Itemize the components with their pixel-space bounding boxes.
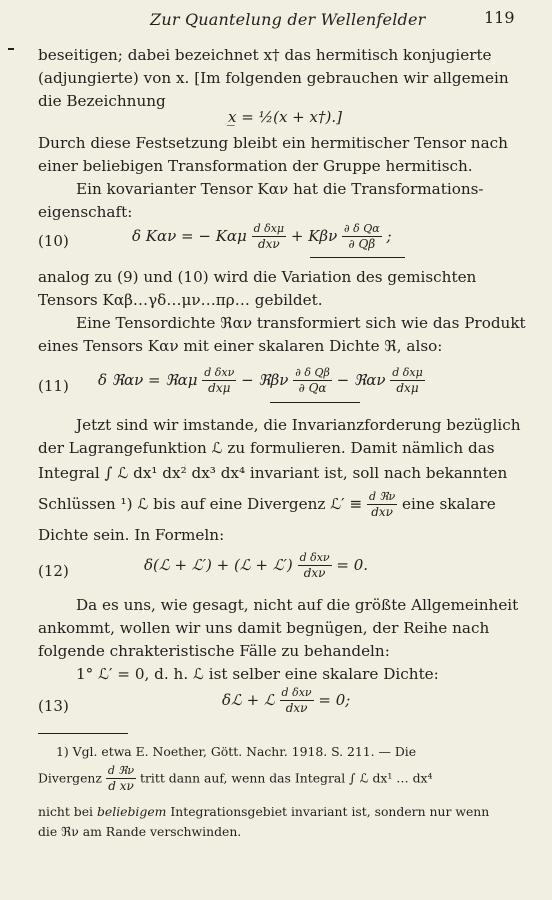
eq11-fraction-1 bbox=[202, 366, 236, 396]
text-line: eigenschaft: bbox=[38, 203, 133, 221]
schluessen-pre: Schlüssen ¹) ℒ bis auf eine Divergenz ℒ′ ≡ bbox=[38, 495, 363, 514]
footnote-line3-pre: nicht bei bbox=[38, 804, 94, 819]
eq11-fraction-3 bbox=[390, 366, 425, 396]
text-line: (adjungierte) von x. [Im folgenden gebrauchen wir allgemein bbox=[38, 69, 509, 87]
equation-number-13: (13) bbox=[38, 697, 69, 715]
equation-13 bbox=[222, 686, 350, 716]
schluessen-fraction bbox=[367, 490, 397, 520]
eq10-frac2-den: ∂ Qβ bbox=[348, 236, 376, 251]
text-line: die Bezeichnung bbox=[38, 92, 166, 110]
eq10-frac1-den: dxν bbox=[257, 236, 280, 251]
footnote-frac-den: d xν bbox=[108, 778, 134, 793]
equation-10 bbox=[132, 222, 392, 252]
eq12-frac-den: dxν bbox=[303, 565, 326, 580]
running-header-title: Zur Quantelung der Wellenfelder bbox=[150, 10, 426, 29]
footnote-line bbox=[38, 804, 489, 819]
text-line: der Lagrangefunktion ℒ zu formulieren. Damit nämlich das bbox=[38, 439, 495, 457]
text-line: Dichte sein. In Formeln: bbox=[38, 526, 225, 544]
equation-11 bbox=[98, 366, 425, 396]
text-line: Eine Tensordichte ℜαν transformiert sich wie das Produkt bbox=[76, 314, 526, 332]
eq11-frac2-num: ∂ δ Qβ bbox=[295, 366, 330, 379]
equation-number-12: (12) bbox=[38, 562, 69, 580]
footnote-line-divergenz bbox=[38, 764, 432, 794]
eq11-mid: − ℜβν bbox=[241, 371, 289, 390]
schluessen-frac-den: dxν bbox=[371, 504, 393, 519]
eq11-frac1-num: d δxν bbox=[204, 366, 235, 379]
footnote-line: 1) Vgl. etwa E. Noether, Gött. Nachr. 1918. S. 211. — Die bbox=[56, 744, 417, 759]
equation-12 bbox=[144, 551, 368, 581]
eq13-frac-num: d δxν bbox=[281, 686, 312, 699]
page-number: 119 bbox=[484, 8, 515, 27]
text-line: folgende chrakteristische Fälle zu behandeln: bbox=[38, 642, 390, 660]
text-line: ankommt, wollen wir uns damit begnügen, der Reihe nach bbox=[38, 619, 490, 637]
eq11-underline bbox=[270, 402, 360, 403]
eq12-frac-num: d δxν bbox=[299, 551, 330, 564]
eq11-mid2: − ℜαν bbox=[336, 371, 386, 390]
eq13-end: = 0; bbox=[318, 691, 351, 710]
footnote-line: die ℜν am Rande verschwinden. bbox=[38, 824, 242, 839]
eq11-frac2-den: ∂ Qα bbox=[298, 380, 327, 395]
eq10-end: ; bbox=[386, 227, 392, 246]
footnote-rule bbox=[38, 733, 128, 734]
eq10-mid: + Kβν bbox=[290, 227, 338, 246]
equation-number-11: (11) bbox=[38, 377, 69, 395]
eq10-frac2-num: ∂ δ Qα bbox=[343, 222, 380, 235]
schluessen-frac-num: d ℜν bbox=[369, 490, 396, 503]
eq13-lhs: δℒ + ℒ bbox=[222, 691, 275, 710]
eq11-lhs: δ ℜαν = ℜαμ bbox=[98, 371, 198, 390]
eq13-fraction bbox=[280, 686, 314, 716]
text-line: einer beliebigen Transformation der Gruppe hermitisch. bbox=[38, 157, 473, 175]
eq10-fraction-2 bbox=[342, 222, 382, 252]
eq10-frac1-num: d δxμ bbox=[253, 222, 285, 235]
footnote-line3-post: Integrationsgebiet invariant ist, sondern nur wenn bbox=[170, 804, 490, 819]
footnote-divergenz-post: tritt dann auf, wenn das Integral ∫ ℒ dx¹ … dx⁴ bbox=[140, 770, 433, 786]
eq10-lhs: δ Kαν = − Kαμ bbox=[132, 227, 247, 246]
text-line: Tensors Kαβ…γδ…μν…πρ… gebildet. bbox=[38, 291, 323, 309]
formula-x-definition: x̲ = ½(x + x†).] bbox=[228, 108, 342, 126]
text-line-schluessen bbox=[38, 490, 496, 520]
eq12-end: = 0. bbox=[336, 556, 369, 575]
eq10-underline bbox=[310, 257, 405, 258]
footnote-divergenz-pre: Divergenz bbox=[38, 770, 102, 786]
eq11-frac3-num: d δxμ bbox=[392, 366, 423, 379]
eq10-fraction-1 bbox=[252, 222, 287, 252]
text-line: 1° ℒ′ = 0, d. h. ℒ ist selber eine skalare Dichte: bbox=[76, 665, 439, 683]
text-line: analog zu (9) und (10) wird die Variation des gemischten bbox=[38, 268, 477, 286]
eq11-frac3-den: dxμ bbox=[396, 380, 419, 395]
footnote-fraction bbox=[106, 764, 136, 794]
text-line: Jetzt sind wir imstande, die Invarianzforderung bezüglich bbox=[76, 416, 521, 434]
equation-number-10: (10) bbox=[38, 232, 69, 250]
eq11-fraction-2 bbox=[293, 366, 332, 396]
eq11-frac1-den: dxμ bbox=[208, 380, 231, 395]
schluessen-post: eine skalare bbox=[402, 495, 496, 514]
eq13-frac-den: dxν bbox=[285, 700, 308, 715]
eq12-fraction bbox=[298, 551, 332, 581]
text-line: Ein kovarianter Tensor Kαν hat die Transformations- bbox=[76, 180, 484, 198]
text-line: beseitigen; dabei bezeichnet x† das hermitisch konjugierte bbox=[38, 46, 492, 64]
eq12-lhs: δ(ℒ + ℒ′) + (ℒ + ℒ′) bbox=[144, 556, 293, 575]
text-line: eines Tensors Kαν mit einer skalaren Dichte ℜ, also: bbox=[38, 337, 443, 355]
footnote-line3-emphasis: beliebigem bbox=[96, 804, 167, 819]
text-line: Da es uns, wie gesagt, nicht auf die größte Allgemeinheit bbox=[76, 596, 519, 614]
text-line: Integral ∫ ℒ dx¹ dx² dx³ dx⁴ invariant ist, soll nach bekannten bbox=[38, 464, 508, 482]
text-line: Durch diese Festsetzung bleibt ein hermitischer Tensor nach bbox=[38, 134, 508, 152]
margin-mark bbox=[8, 48, 14, 50]
footnote-frac-num: d ℜν bbox=[107, 764, 135, 777]
